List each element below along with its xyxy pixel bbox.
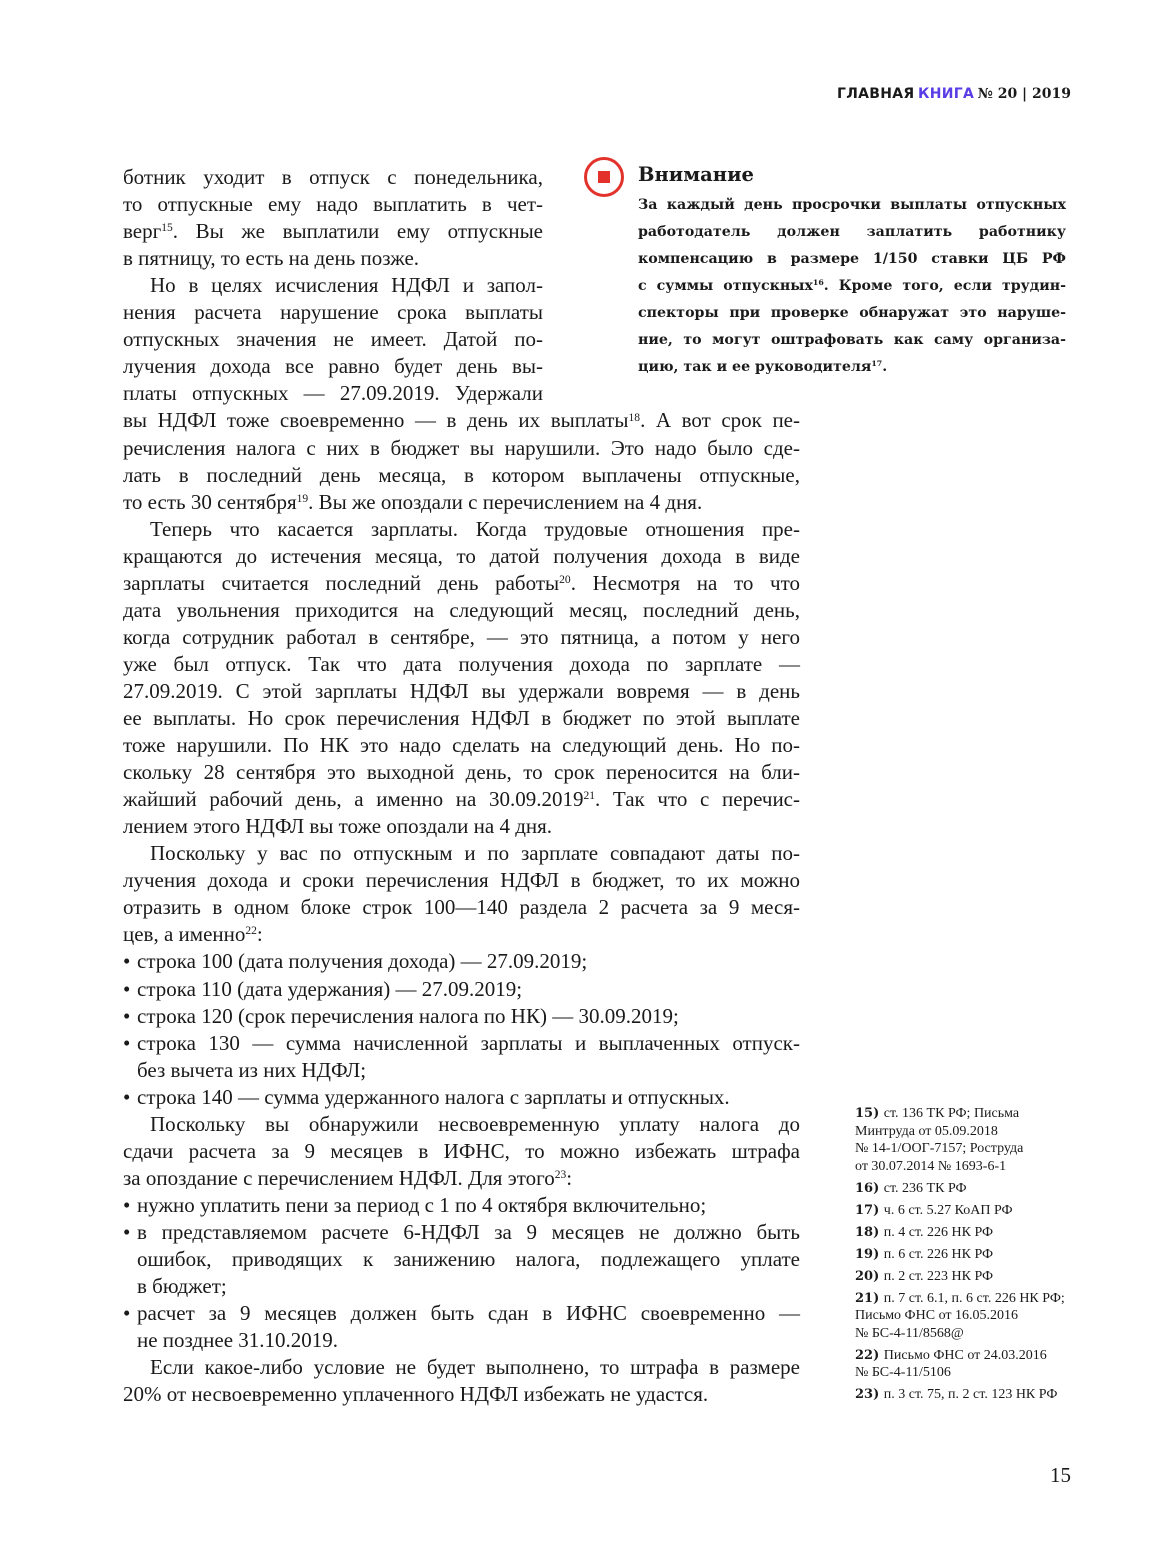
footnote-text: № БС-4-11/5106 [855,1365,951,1380]
line-text [123,894,800,921]
line-text [123,813,800,840]
text-run: уже был отпуск. Так что дата получения дохода по зарплате — [123,651,800,676]
footnote-ref: 19 [296,492,309,505]
text-run: скольку 28 сентября это выходной день, то срок переносится на бли- [123,760,800,785]
text-run: не позднее 31.10.2019. [137,1328,339,1353]
text-run: за опоздание с перечислением НДФЛ. Для этого [123,1165,555,1190]
text-run: . Кроме того, если трудин- [823,278,1066,294]
footnote-text: п. 4 ст. 226 НК РФ [883,1224,994,1240]
line-text [123,164,543,191]
text-run: компенсацию в размере 1/150 ставки ЦБ РФ [638,251,1066,267]
text-run: вы НДФЛ тоже своевременно — в день их выплаты [123,408,629,433]
text-run: строка 110 (дата удержания) — 27.09.2019; [137,976,523,1001]
text-run: тоже нарушили. По НК это надо сделать на следующий день. Но по- [123,733,800,758]
footnote [855,1290,1080,1343]
bullet-icon: • [123,1301,131,1326]
text-run: когда сотрудник работал в сентябре, — это пятница, а потом у него [123,624,800,649]
text-run: отразить в одном блоке строк 100—140 раздела 2 расчета за 9 меся- [123,895,800,920]
footnote-ref: 23 [554,1168,567,1181]
footnote-text: ст. 236 ТК РФ [883,1180,967,1196]
callout-line [638,300,1066,327]
text-run: сдачи расчета за 9 месяцев в ИФНС, то можно избежать штрафа [123,1138,800,1163]
footnote-number: 18) [855,1224,884,1240]
footnote-number: 21) [855,1290,884,1306]
line-text [150,516,800,543]
text-run: в бюджет; [137,1274,227,1299]
callout-line [638,354,1066,381]
footnote-ref: 16 [812,278,824,288]
line-text [123,921,800,948]
text-run: лать в последний день месяца, в котором выплачены отпускные, [123,462,800,487]
text-run: . [882,359,888,375]
text-run: . Несмотря на то что [570,570,800,595]
text-run: За каждый день просрочки выплаты отпускных [638,197,1066,213]
footnote-text: № БС-4-11/8568@ [855,1325,964,1341]
text-run: то есть 30 сентября [123,489,297,514]
footnote-ref: 20 [559,573,571,586]
line-text [123,732,800,759]
line-text [123,867,800,894]
text-run: ние, то могут оштрафовать как саму организа- [638,332,1066,348]
footnote-text: Письмо ФНС от 24.03.2016 [883,1347,1047,1363]
line-text [137,1192,800,1219]
footnote-number: 16) [855,1180,884,1196]
line-text [137,976,800,1003]
line-text [123,1138,800,1165]
footnote-text: № 14-1/ООГ-7157; Роструда [855,1141,1024,1156]
footnote [855,1105,1080,1175]
line-text [123,489,800,516]
text-run: : [566,1165,573,1190]
text-run: лением этого НДФЛ вы тоже опоздали на 4 дня. [123,814,553,839]
text-run: строка 120 (срок перечисления налога по НК) — 30.09.2019; [137,1003,679,1028]
bullet-icon: • [123,1084,131,1109]
bullet-icon: • [123,1003,131,1028]
text-run: 27.09.2019. С этой зарплаты НДФЛ вы удержали вовремя — в день [123,678,800,703]
footnote-number: 20) [855,1268,884,1284]
footnote-number: 22) [855,1347,884,1363]
line-text [123,570,800,597]
bullet-icon: • [123,1192,131,1217]
footnote-text: ст. 136 ТК РФ; Письма [883,1106,1020,1121]
line-text [123,218,543,245]
text-run: дата увольнения приходится на следующий месяц, последний день, [123,597,800,622]
text-run: с суммы отпускных [638,278,813,294]
line-text [150,272,543,299]
line-text [137,1327,800,1354]
text-run: Теперь что касается зарплаты. Когда трудовые отношения пре- [150,516,800,541]
bullet-icon: • [123,976,131,1001]
line-text [137,1057,800,1084]
footnote-text: п. 2 ст. 223 НК РФ [883,1268,994,1284]
callout-line [638,327,1066,354]
footnote-number: 19) [855,1246,884,1262]
text-run: без вычета из них НДФЛ; [137,1057,367,1082]
line-text [123,462,800,489]
text-run: . А вот срок пе- [640,408,800,433]
text-run: жайший рабочий день, а именно на 30.09.2019 [123,787,584,812]
text-run: Но в целях исчисления НДФЛ и запол- [150,273,543,298]
text-run: Поскольку у вас по отпускным и по зарплате совпадают даты по- [150,841,800,866]
line-text [150,1111,800,1138]
callout-line [638,273,1066,300]
line-text [123,380,543,407]
text-run: цев, а именно [123,922,246,947]
line-text [137,1273,800,1300]
callout-title: Внимание [638,163,754,186]
footnote-text: ч. 6 ст. 5.27 КоАП РФ [883,1202,1013,1218]
page-number: 15 [1050,1463,1071,1487]
line-text [150,1354,800,1381]
footnote [855,1268,1080,1286]
line-text [137,1246,800,1273]
line-text [137,1219,800,1246]
magazine-brand: КНИГА [917,86,975,102]
footnote-number: 17) [855,1202,884,1218]
footnote-text: от 30.07.2014 № 1693-6-1 [855,1158,1007,1174]
line-text [123,624,800,651]
footnote-text: Минтруда от 05.09.2018 [855,1123,998,1139]
text-run: ошибок, приводящих к занижению налога, подлежащего уплате [137,1247,800,1271]
footnote-ref: 18 [628,411,641,424]
line-text [150,840,800,867]
text-run: строка 140 — сумма удержанного налога с зарплаты и отпускных. [137,1084,730,1109]
line-text [123,245,543,272]
footnote-ref: 21 [583,790,596,803]
stop-icon [584,157,624,197]
text-run: ее выплаты. Но срок перечисления НДФЛ в бюджет по этой выплате [123,706,800,730]
running-header [837,86,1071,103]
footnote-ref: 15 [161,222,173,235]
text-run: то отпускные ему надо выплатить в чет- [123,192,543,217]
footnote [855,1202,1080,1220]
text-run: отпускных значения не имеет. Датой по- [123,327,543,352]
text-run: кращаются до истечения месяца, то датой получения дохода в виде [123,543,800,568]
text-run: . Так что с перечис- [595,787,800,812]
text-run: работодатель должен заплатить работнику [638,224,1066,240]
footnote [855,1180,1080,1198]
footnote-number: 15) [855,1106,884,1121]
footnote [855,1246,1080,1264]
line-text [137,948,800,975]
text-run: лучения дохода все равно будет день вы- [123,354,543,379]
footnote [855,1347,1080,1382]
text-run: нужно уплатить пени за период с 1 по 4 октября включительно; [137,1192,707,1217]
footnote-number: 23) [855,1387,884,1402]
line-text [137,1030,800,1057]
line-text [137,1003,800,1030]
line-text [123,299,543,326]
line-text [123,191,543,218]
line-text [123,326,543,353]
text-run: строка 100 (дата получения дохода) — 27.09.2019; [137,949,588,974]
text-run: нения расчета нарушение срока выплаты [123,300,543,325]
text-run: цию, так и ее руководителя [638,359,872,375]
line-text [137,1084,800,1111]
text-run: спекторы при проверке обнаружат это наруше- [638,305,1066,321]
text-run: Поскольку вы обнаружили несвоевременную уплату налога до [150,1111,800,1136]
footnote-ref: 17 [871,359,883,369]
footnote-text: Письмо ФНС от 16.05.2016 [855,1308,1019,1323]
text-run: в пятницу, то есть на день позже. [123,246,420,271]
line-text [123,1381,800,1408]
line-text [123,1165,800,1192]
footnote [855,1386,1080,1404]
text-run: зарплаты считается последний день работы [123,570,560,595]
line-text [123,651,800,678]
text-run: лучения дохода и сроки перечисления НДФЛ в бюджет, то их можно [123,868,800,893]
line-text [123,435,800,462]
issue-number: № 20 | 2019 [977,86,1071,102]
magazine-name: ГЛАВНАЯ [836,86,915,102]
footnote [855,1224,1080,1242]
bullet-icon: • [123,1030,131,1055]
footnote-text: п. 3 ст. 75, п. 2 ст. 123 НК РФ [883,1387,1058,1402]
line-text [123,759,800,786]
text-run: Если какое-либо условие не будет выполнено, то штрафа в размере [150,1355,800,1380]
text-run: : [256,922,263,947]
line-text [123,407,800,434]
line-text [123,786,800,813]
text-run: . Вы же опоздали с перечислением на 4 дня. [308,489,703,514]
footnote-ref: 22 [245,925,257,938]
bullet-icon: • [123,1219,131,1244]
line-text [123,597,800,624]
text-run: ботник уходит в отпуск с понедельника, [123,165,543,189]
footnote-text: п. 6 ст. 226 НК РФ [883,1246,994,1262]
line-text [123,678,800,705]
callout-line [638,219,1066,246]
line-text [123,543,800,570]
text-run: речисления налога с них в бюджет вы нарушили. Это надо было сде- [123,435,800,460]
text-run: . Вы же выплатили ему отпускные [172,219,543,244]
callout-line [638,246,1066,273]
text-run: строка 130 — сумма начисленной зарплаты и выплаченных отпуск- [137,1030,800,1055]
callout-line [638,192,1066,219]
line-text [137,1300,800,1327]
bullet-icon: • [123,949,131,974]
text-run: в представляемом расчете 6-НДФЛ за 9 месяцев не должно быть [137,1219,800,1244]
text-run: верг [123,219,162,244]
text-run: расчет за 9 месяцев должен быть сдан в ИФНС своевременно — [137,1301,800,1326]
text-run: 20% от несвоевременно уплаченного НДФЛ избежать не удастся. [123,1382,709,1407]
footnote-text: п. 7 ст. 6.1, п. 6 ст. 226 НК РФ; [883,1290,1065,1306]
line-text [123,705,800,732]
footnotes [855,1105,1080,1408]
text-run: платы отпускных — 27.09.2019. Удержали [123,381,543,406]
line-text [123,353,543,380]
